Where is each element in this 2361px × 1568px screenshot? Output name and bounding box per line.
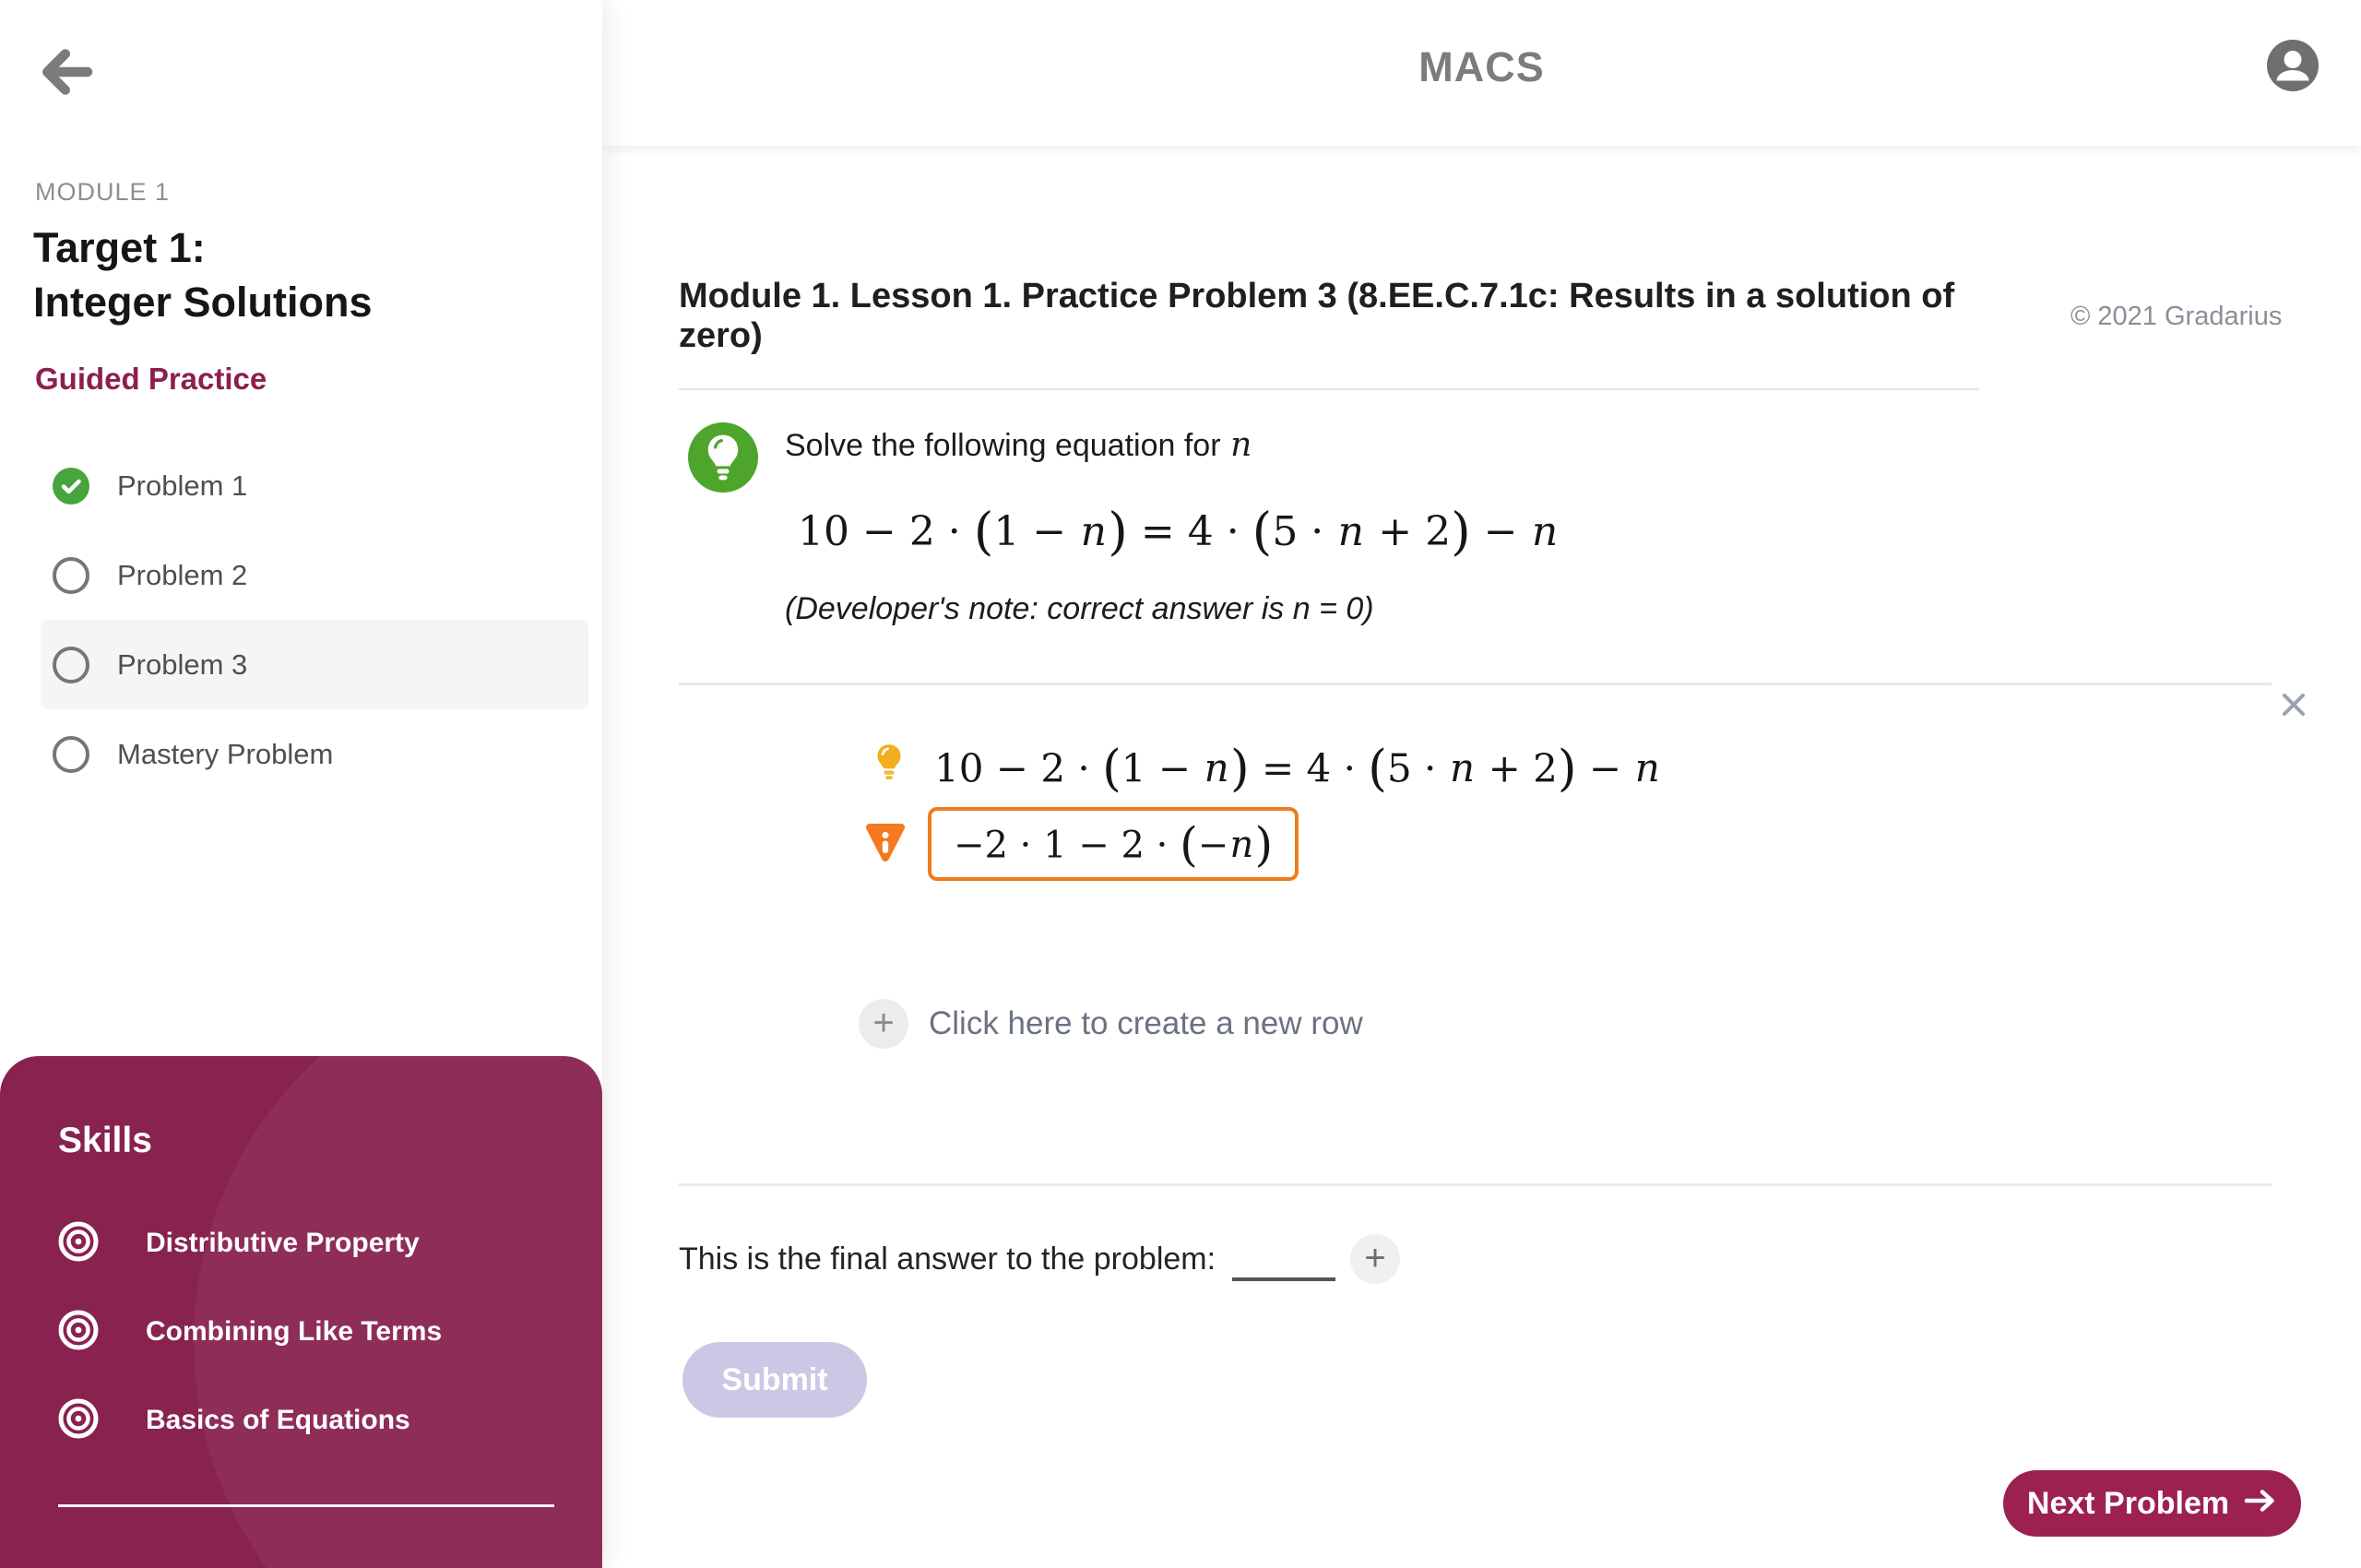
module-label: MODULE 1 bbox=[35, 178, 171, 206]
user-avatar-icon[interactable] bbox=[2267, 40, 2319, 91]
skill-item-basics-of-equations[interactable] bbox=[0, 1376, 602, 1465]
skills-divider bbox=[58, 1504, 554, 1507]
target-title-line2: Integer Solutions bbox=[33, 278, 373, 326]
close-icon[interactable] bbox=[2273, 684, 2318, 729]
empty-circle-icon bbox=[53, 736, 89, 773]
plus-icon: + bbox=[859, 999, 908, 1049]
question-equation: 10 − 2 · (1 − n) = 4 · (5 · n + 2) − n bbox=[798, 503, 1559, 562]
submit-button[interactable]: Submit bbox=[682, 1342, 867, 1418]
skills-title: Skills bbox=[58, 1121, 152, 1160]
question-prompt bbox=[785, 426, 1252, 464]
section-label-guided-practice: Guided Practice bbox=[35, 362, 267, 396]
app-title: MACS bbox=[1418, 43, 1545, 90]
problem-list bbox=[41, 441, 588, 799]
final-answer-row bbox=[679, 1234, 1400, 1284]
problem-label: Mastery Problem bbox=[117, 737, 334, 770]
active-answer-input[interactable] bbox=[928, 807, 1299, 881]
next-problem-button[interactable] bbox=[2003, 1470, 2301, 1537]
bullseye-icon bbox=[57, 1309, 100, 1356]
target-title-line1: Target 1: bbox=[33, 224, 206, 271]
target-title bbox=[33, 221, 373, 329]
final-answer-label: This is the final answer to the problem: bbox=[679, 1241, 1216, 1277]
hint-bulb-icon bbox=[875, 742, 903, 786]
add-row-label: Click here to create a new row bbox=[929, 1005, 1363, 1041]
back-button[interactable] bbox=[39, 44, 94, 100]
empty-circle-icon bbox=[53, 557, 89, 594]
warning-triangle-icon bbox=[863, 822, 908, 869]
problem-label: Problem 3 bbox=[117, 647, 248, 681]
skills-panel bbox=[0, 1056, 602, 1568]
empty-circle-icon bbox=[53, 647, 89, 683]
skill-label: Distributive Property bbox=[146, 1228, 420, 1258]
problem-label: Problem 1 bbox=[117, 469, 248, 502]
copyright-text: © 2021 Gradarius bbox=[2070, 302, 2283, 331]
check-circle-icon bbox=[53, 468, 89, 505]
sidebar-item-problem-3[interactable] bbox=[41, 620, 588, 709]
top-header bbox=[602, 0, 2361, 146]
skill-label: Basics of Equations bbox=[146, 1405, 410, 1435]
sidebar-item-problem-2[interactable] bbox=[41, 530, 588, 620]
sidebar bbox=[0, 0, 602, 1568]
final-answer-blank-field[interactable] bbox=[1232, 1246, 1335, 1281]
arrow-right-icon bbox=[2244, 1486, 2277, 1522]
skill-item-combining-like-terms[interactable] bbox=[0, 1288, 602, 1376]
problem-label: Problem 2 bbox=[117, 558, 248, 591]
skill-item-distributive-property[interactable] bbox=[0, 1199, 602, 1288]
bullseye-icon bbox=[57, 1397, 100, 1444]
problem-title: Module 1. Lesson 1. Practice Problem 3 (8.EE.C.7.1c: Results in a solution of zero) bbox=[679, 277, 1979, 390]
skills-list bbox=[0, 1199, 602, 1465]
skill-label: Combining Like Terms bbox=[146, 1316, 443, 1347]
work-row-equation[interactable]: 10 − 2 · (1 − n) = 4 · (5 · n + 2) − n bbox=[934, 741, 1660, 797]
sidebar-item-problem-1[interactable] bbox=[41, 441, 588, 530]
question-variable: n bbox=[1230, 426, 1252, 464]
developer-note: (Developer's note: correct answer is n = 0) bbox=[785, 591, 1374, 626]
add-final-answer-button[interactable]: + bbox=[1350, 1234, 1400, 1284]
main-area bbox=[602, 0, 2361, 1568]
work-row-equation: −2 · 1 − 2 · (−n) bbox=[954, 816, 1274, 872]
work-panel bbox=[679, 683, 2272, 1186]
back-arrow-icon bbox=[39, 88, 94, 103]
bullseye-icon bbox=[57, 1220, 100, 1267]
question-bulb-icon bbox=[688, 422, 758, 493]
add-row-button[interactable] bbox=[859, 999, 1363, 1049]
question-prompt-text: Solve the following equation for bbox=[785, 428, 1221, 463]
sidebar-item-mastery-problem[interactable] bbox=[41, 709, 588, 799]
next-problem-label: Next Problem bbox=[2026, 1485, 2230, 1521]
